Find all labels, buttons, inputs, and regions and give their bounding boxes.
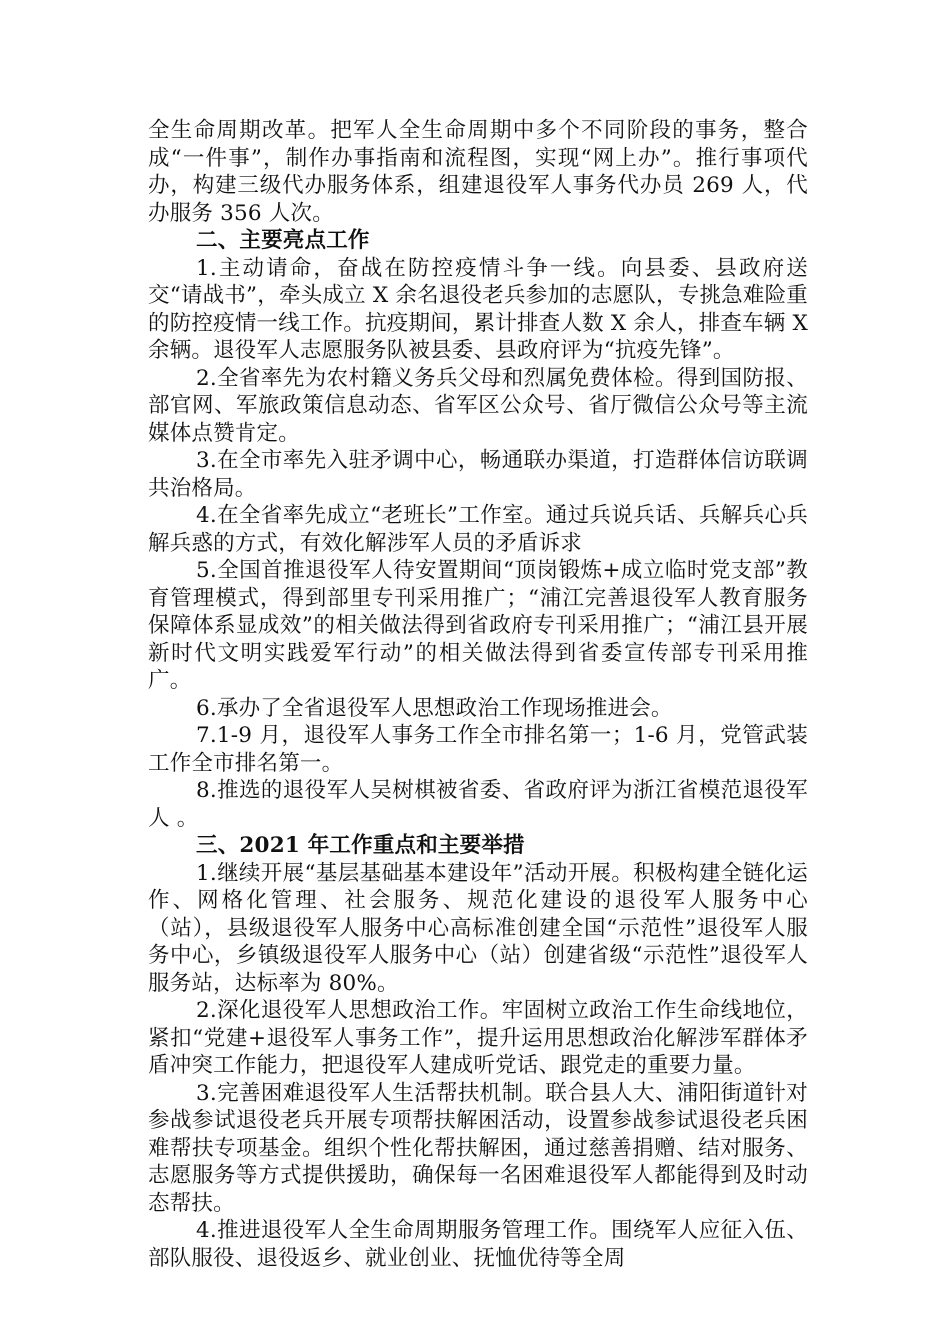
- section-heading-2021-plan: 三、2021 年工作重点和主要举措: [196, 833, 525, 858]
- paragraph-plan-1: 1.继续开展“基层基础基本建设年”活动开展。积极构建全链化运作、网格化管理、社会服务、规范化建设的退役军人服务中心（站），县级退役军人服务中心高标准创建全国“示范性”退役军人服务中心，乡镇级退役军人服务中心（站）创建省级“示范性”退役军人服务站，达标率为 80%。: [148, 860, 808, 996]
- paragraph-highlight-7: 7.1-9 月，退役军人事务工作全市排名第一；1-6 月，党管武装工作全市排名第一。: [148, 723, 808, 776]
- paragraph-intro: 全生命周期改革。把军人全生命周期中多个不同阶段的事务，整合成“一件事”，制作办事指南和流程图，实现“网上办”。推行事项代办，构建三级代办服务体系，组建退役军人事务代办员 269 人，代办服务 356 人次。: [148, 118, 808, 226]
- paragraph-highlight-4: 4.在全省率先成立“老班长”工作室。通过兵说兵话、兵解兵心兵解兵惑的方式，有效化解涉军人员的矛盾诉求: [148, 503, 808, 556]
- paragraph-highlight-3: 3.在全市率先入驻矛调中心，畅通联办渠道，打造群体信访联调共治格局。: [148, 448, 808, 501]
- paragraph-plan-4: 4.推进退役军人全生命周期服务管理工作。围绕军人应征入伍、部队服役、退役返乡、就业创业、抚恤优待等全周: [148, 1218, 808, 1271]
- paragraph-plan-3: 3.完善困难退役军人生活帮扶机制。联合县人大、浦阳街道针对参战参试退役老兵开展专项帮扶解困活动，设置参战参试退役老兵困难帮扶专项基金。组织个性化帮扶解困，通过慈善捐赠、结对服务、志愿服务等方式提供援助，确保每一名困难退役军人都能得到及时动态帮扶。: [148, 1080, 808, 1216]
- document-body: [148, 117, 808, 1272]
- paragraph-highlight-1: 1.主动请命，奋战在防控疫情斗争一线。向县委、县政府送交“请战书”，牵头成立 X 余名退役老兵参加的志愿队，专挑急难险重的防控疫情一线工作。抗疫期间，累计排查人数 X 余人，排查车辆 X 余辆。退役军人志愿服务队被县委、县政府评为“抗疫先锋”。: [148, 255, 808, 363]
- paragraph-plan-2: 2.深化退役军人思想政治工作。牢固树立政治工作生命线地位，紧扣“党建+退役军人事务工作”，提升运用思想政治化解涉军群体矛盾冲突工作能力，把退役军人建成听党话、跟党走的重要力量。: [148, 998, 808, 1078]
- section-heading-highlights: 二、主要亮点工作: [196, 228, 370, 253]
- paragraph-highlight-2: 2.全省率先为农村籍义务兵父母和烈属免费体检。得到国防报、部官网、军旅政策信息动态、省军区公众号、省厅微信公众号等主流媒体点赞肯定。: [148, 365, 808, 446]
- paragraph-highlight-8: 8.推选的退役军人吴树棋被省委、省政府评为浙江省模范退役军人 。: [148, 778, 808, 831]
- paragraph-highlight-6: 6.承办了全省退役军人思想政治工作现场推进会。: [196, 695, 673, 721]
- paragraph-highlight-5: 5.全国首推退役军人待安置期间“顶岗锻炼+成立临时党支部”教育管理模式，得到部里专刊采用推广；“浦江完善退役军人教育服务保障体系显成效”的相关做法得到省政府专刊采用推广；“浦江县开展新时代文明实践爱军行动”的相关做法得到省委宣传部专刊采用推广。: [148, 558, 808, 693]
